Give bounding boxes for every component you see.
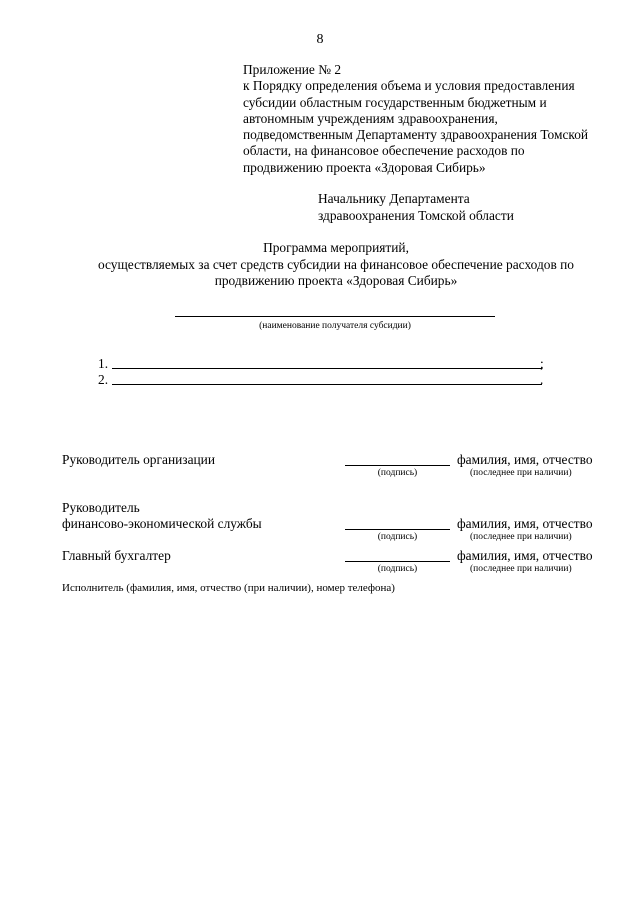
program-item-2 [98,372,544,388]
program-title-line: Программа мероприятий, [263,240,409,255]
finance-label: Руководитель [62,500,140,515]
program-title-line: осуществляемых за счет средств субсидии на финансовое обеспечение расходов по [97,256,574,272]
recipient-name-field[interactable] [175,316,495,317]
finance-fio-caption: (последнее при наличии) [470,532,572,542]
program-title [0,240,640,290]
executor-note: Исполнитель (фамилия, имя, отчество (при наличии), номер телефона) [62,582,395,594]
item-input-line[interactable] [112,368,542,369]
accountant-signature-caption: (подпись) [377,564,418,574]
item-number: 1. [98,356,109,371]
appendix-line: продвижению проекта «Здоровая Сибирь» [243,159,486,175]
head-fio: фамилия, имя, отчество [457,452,593,467]
item-punctuation: . [540,372,544,387]
item-input-line[interactable] [112,384,542,385]
page-number: 8 [316,32,324,47]
addressee-line: Начальнику Департамента [318,191,470,206]
addressee-block [318,190,514,224]
finance-signature-caption: (подпись) [377,532,418,542]
head-fio-caption: (последнее при наличии) [470,468,572,478]
addressee-line: здравоохранения Томской области [318,208,514,223]
head-signature-caption: (подпись) [377,468,418,478]
accountant-label: Главный бухгалтер [62,548,171,563]
item-number: 2. [98,372,109,387]
program-title-line: продвижению проекта «Здоровая Сибирь» [214,273,458,288]
recipient-caption: (наименование получателя субсидии) [259,321,411,331]
appendix-line: области, на финансовое обеспечение расходов по [243,143,525,159]
item-punctuation: ; [540,356,544,371]
finance-label: финансово-экономической службы [62,516,262,531]
accountant-signature-line[interactable] [345,547,450,562]
head-label: Руководитель организации [62,452,216,467]
head-signature-line[interactable] [345,451,450,466]
accountant-fio: фамилия, имя, отчество [457,548,593,563]
appendix-line: подведомственным Департаменту здравоохранения Томской [243,127,589,143]
appendix-title: Приложение № 2 [243,62,342,77]
appendix-line: к Порядку определения объема и условия предоставления [243,78,575,94]
program-item-1 [98,356,544,372]
finance-signature-line[interactable] [345,515,450,530]
appendix-line: субсидии областным государственным бюджетным и [243,94,547,110]
finance-fio: фамилия, имя, отчество [457,516,593,531]
appendix-block [243,62,588,176]
appendix-line: автономным учреждениям здравоохранения, [243,110,498,126]
accountant-fio-caption: (последнее при наличии) [470,564,572,574]
